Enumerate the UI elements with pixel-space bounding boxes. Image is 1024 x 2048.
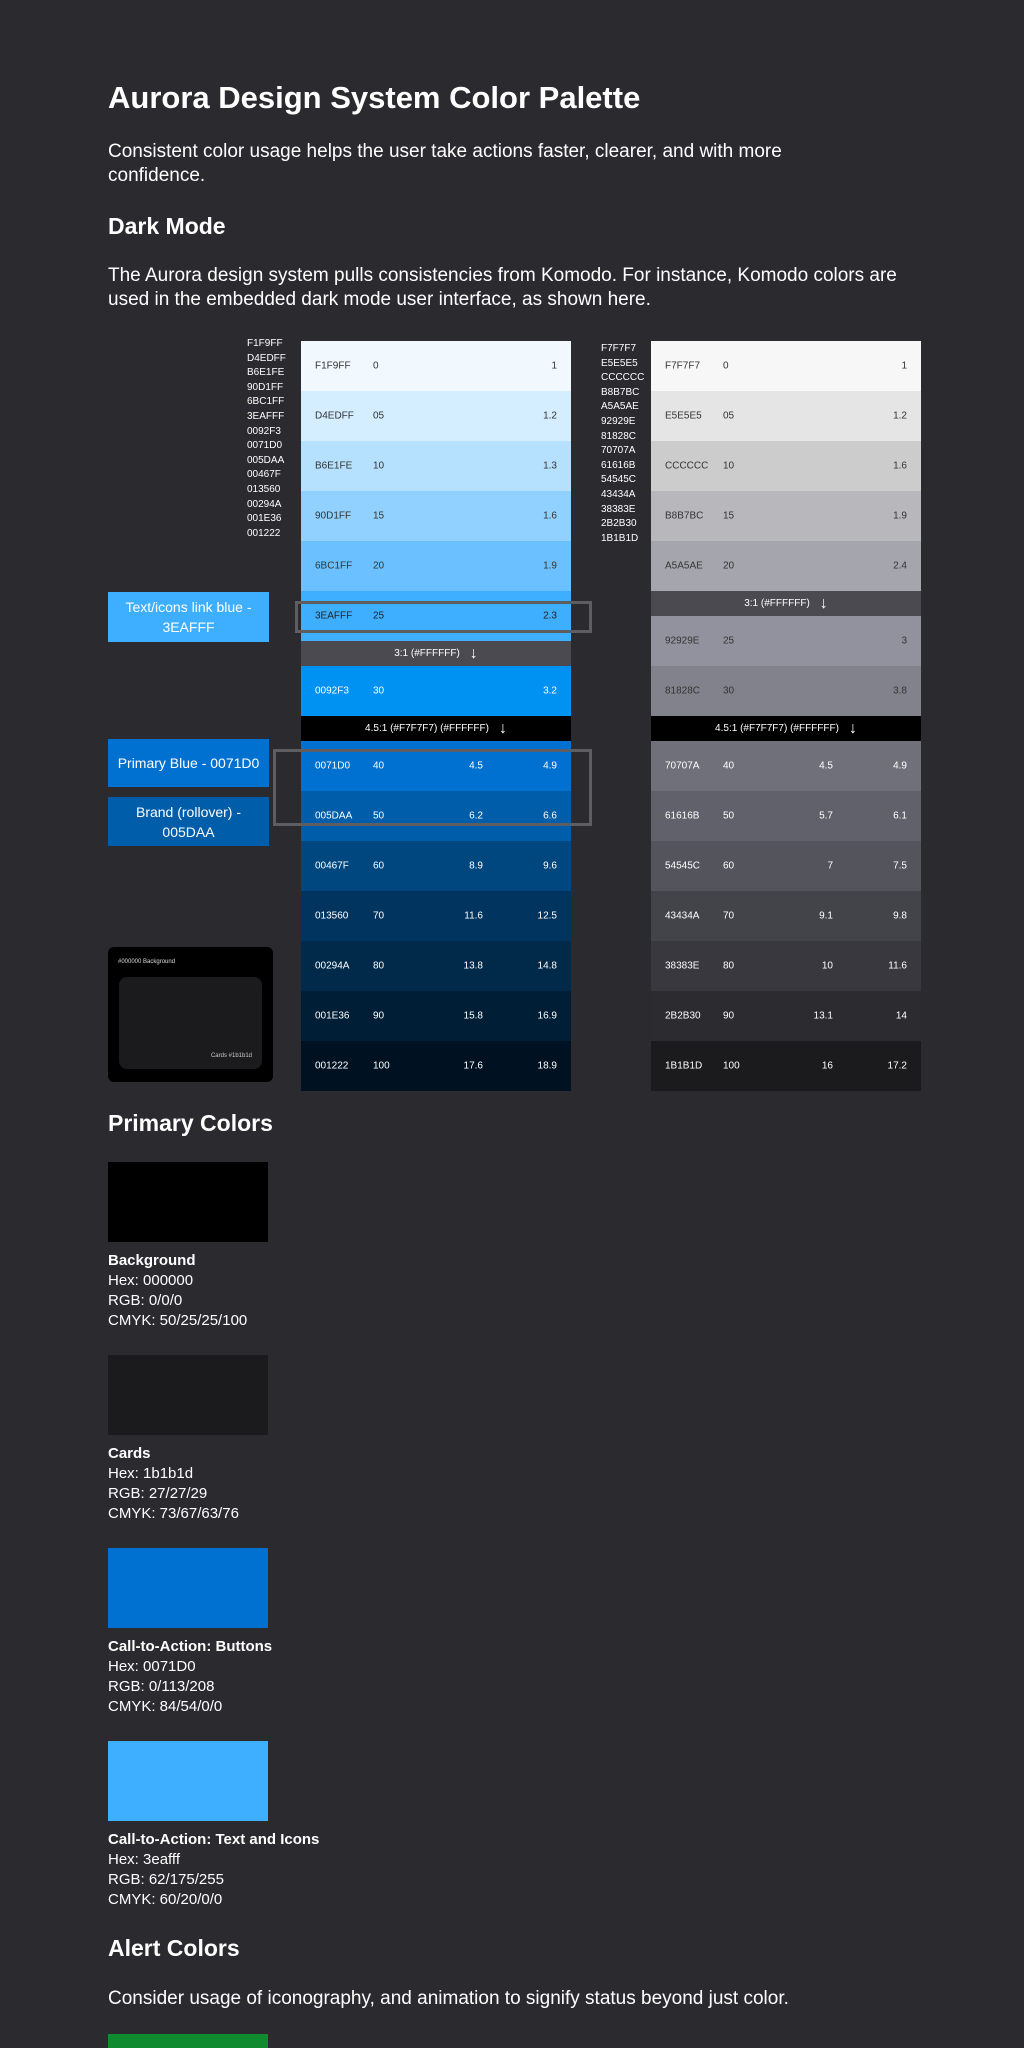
hex-code-label: A5A5AE xyxy=(601,401,639,413)
hex-code-label: 70707A xyxy=(601,445,636,457)
color-scale-row xyxy=(301,391,571,441)
row-hex: 6BC1FF xyxy=(315,560,353,572)
swatch-cmyk-value: CMYK: 60/20/0/0 xyxy=(108,1891,223,1908)
row-r1: 4.5 xyxy=(469,760,483,772)
hex-code-label: 001E36 xyxy=(247,513,282,525)
row-step: 20 xyxy=(373,560,385,572)
row-hex: 43434A xyxy=(665,910,700,922)
row-r2: 16.9 xyxy=(537,1010,557,1022)
color-scale-row xyxy=(651,441,921,491)
row-hex: B6E1FE xyxy=(315,460,353,472)
primary-colors-heading: Primary Colors xyxy=(108,1110,273,1136)
row-r2: 17.2 xyxy=(887,1060,907,1072)
row-hex: F7F7F7 xyxy=(665,360,701,372)
row-hex: 92929E xyxy=(665,635,700,647)
row-hex: 00467F xyxy=(315,860,349,872)
row-hex: B8B7BC xyxy=(665,510,704,522)
hex-code-label: 2B2B30 xyxy=(601,518,637,530)
row-r2: 18.9 xyxy=(537,1060,557,1072)
color-scale-row xyxy=(301,841,571,891)
hex-code-label: 00294A xyxy=(247,498,282,510)
row-hex: 005DAA xyxy=(315,810,353,822)
row-r2: 3 xyxy=(901,635,907,647)
divider-contrast-4-5-1 xyxy=(301,716,571,741)
divider-contrast-4-5-1 xyxy=(651,716,921,741)
color-scale-row xyxy=(651,991,921,1041)
arrow-down-icon: ↓ xyxy=(819,594,828,612)
color-scale-row xyxy=(651,341,921,391)
row-r2: 2.3 xyxy=(543,610,557,622)
row-step: 80 xyxy=(723,960,735,972)
hex-code-label: 001222 xyxy=(247,527,281,539)
color-scale-row xyxy=(301,666,571,716)
preview-bg-label: #000000 Background xyxy=(118,959,176,965)
color-scale-row xyxy=(301,491,571,541)
color-scale-row xyxy=(301,541,571,591)
row-hex: A5A5AE xyxy=(665,560,703,572)
row-r2: 14 xyxy=(895,1010,907,1022)
row-hex: 1B1B1D xyxy=(665,1060,703,1072)
hex-code-label: 81828C xyxy=(601,430,637,442)
row-step: 05 xyxy=(723,410,735,422)
row-r2: 1 xyxy=(551,360,557,372)
alert-colors-heading: Alert Colors xyxy=(108,1935,240,1961)
row-step: 0 xyxy=(373,360,379,372)
row-hex: 001E36 xyxy=(315,1010,350,1022)
row-step: 60 xyxy=(723,860,735,872)
color-scale-row xyxy=(651,791,921,841)
color-swatch-info xyxy=(108,1251,247,1331)
row-hex: 3EAFFF xyxy=(315,610,353,622)
row-step: 90 xyxy=(373,1010,385,1022)
row-step: 30 xyxy=(373,685,385,697)
row-hex: 61616B xyxy=(665,810,700,822)
hex-code-label: 0071D0 xyxy=(247,440,283,452)
row-step: 50 xyxy=(373,810,385,822)
row-r2: 1.9 xyxy=(893,510,907,522)
hex-code-label: D4EDFF xyxy=(247,352,286,364)
color-scale-row xyxy=(301,1041,571,1091)
contrast-ratio-label: 3:1 (#FFFFFF) xyxy=(744,598,810,609)
swatch-rgb-value: RGB: 62/175/255 xyxy=(108,1871,224,1888)
swatch-hex-value: Hex: 000000 xyxy=(108,1272,194,1289)
row-r2: 1.6 xyxy=(893,460,907,472)
row-r1: 16 xyxy=(821,1060,833,1072)
row-r2: 1.2 xyxy=(543,410,557,422)
alert-swatch-green xyxy=(108,2034,268,2048)
blue-code-list xyxy=(247,337,286,541)
hex-code-label: 61616B xyxy=(601,459,636,471)
hex-code-label: CCCCCC xyxy=(601,372,645,384)
row-r2: 4.9 xyxy=(893,760,907,772)
color-swatch xyxy=(108,1548,268,1628)
row-r1: 5.7 xyxy=(819,810,833,822)
hex-code-label: 90D1FF xyxy=(247,381,284,393)
color-scale-row xyxy=(651,891,921,941)
row-r2: 3.8 xyxy=(893,685,907,697)
row-step: 20 xyxy=(723,560,735,572)
hex-code-label: 0092F3 xyxy=(247,425,281,437)
row-step: 15 xyxy=(373,510,385,522)
color-scale-row xyxy=(301,341,571,391)
hex-code-label: 54545C xyxy=(601,474,637,486)
row-step: 15 xyxy=(723,510,735,522)
row-r1: 13.8 xyxy=(463,960,483,972)
preview-card xyxy=(119,977,262,1069)
swatch-rgb-value: RGB: 0/0/0 xyxy=(108,1292,183,1309)
swatch-rgb-value: RGB: 27/27/29 xyxy=(108,1485,208,1502)
contrast-ratio-label: 3:1 (#FFFFFF) xyxy=(394,648,460,659)
row-step: 25 xyxy=(723,635,735,647)
row-hex: 90D1FF xyxy=(315,510,352,522)
row-step: 30 xyxy=(723,685,735,697)
swatch-name: Call-to-Action: Buttons xyxy=(108,1638,273,1655)
color-scale-row xyxy=(651,841,921,891)
swatch-name: Background xyxy=(108,1252,196,1269)
row-r2: 9.8 xyxy=(893,910,907,922)
row-r1: 17.6 xyxy=(463,1060,483,1072)
color-swatch xyxy=(108,1162,268,1242)
row-hex: 70707A xyxy=(665,760,700,772)
row-r2: 3.2 xyxy=(543,685,557,697)
gray-code-list xyxy=(601,342,644,546)
row-hex: 0071D0 xyxy=(315,760,351,772)
row-step: 40 xyxy=(723,760,735,772)
arrow-down-icon: ↓ xyxy=(848,719,857,737)
alert-colors-text: Consider usage of iconography, and animation to signify status beyond just color. xyxy=(108,1988,789,2009)
label-link-blue: Text/icons link blue - 3EAFFF xyxy=(108,592,269,642)
row-hex: 0092F3 xyxy=(315,685,349,697)
row-r2: 2.4 xyxy=(893,560,907,572)
row-step: 05 xyxy=(373,410,385,422)
row-step: 80 xyxy=(373,960,385,972)
row-hex: 81828C xyxy=(665,685,701,697)
primary-brand-outline xyxy=(273,749,592,826)
row-r2: 1.2 xyxy=(893,410,907,422)
hex-code-label: 92929E xyxy=(601,415,636,427)
divider-contrast-3-1 xyxy=(651,591,921,616)
hex-code-label: 00467F xyxy=(247,469,281,481)
color-scale-row xyxy=(301,941,571,991)
page-title: Aurora Design System Color Palette xyxy=(108,80,641,115)
row-step: 50 xyxy=(723,810,735,822)
row-r2: 1.3 xyxy=(543,460,557,472)
label-brand-rollover: Brand (rollover) - 005DAA xyxy=(108,797,269,846)
row-r1: 11.6 xyxy=(464,910,483,922)
swatch-cmyk-value: CMYK: 84/54/0/0 xyxy=(108,1698,223,1715)
color-scale-row xyxy=(651,741,921,791)
row-step: 10 xyxy=(723,460,735,472)
row-r2: 14.8 xyxy=(537,960,557,972)
color-scale-row xyxy=(301,441,571,491)
intro-text: Consistent color usage helps the user take actions faster, clearer, and with more confidence. xyxy=(108,141,782,186)
color-swatch-info xyxy=(108,1637,272,1717)
row-r2: 6.6 xyxy=(543,810,557,822)
row-hex: CCCCCC xyxy=(665,460,709,472)
arrow-down-icon: ↓ xyxy=(498,719,507,737)
row-step: 40 xyxy=(373,760,385,772)
row-r1: 6.2 xyxy=(469,810,483,822)
row-step: 10 xyxy=(373,460,385,472)
dark-mode-text: The Aurora design system pulls consistencies from Komodo. For instance, Komodo colors are used in the embedded dark mode user interface, as shown here. xyxy=(108,265,897,310)
row-hex: 38383E xyxy=(665,960,700,972)
row-r2: 9.6 xyxy=(543,860,557,872)
swatch-hex-value: Hex: 1b1b1d xyxy=(108,1465,194,1482)
row-hex: 013560 xyxy=(315,910,349,922)
hex-code-label: E5E5E5 xyxy=(601,357,638,369)
row-step: 70 xyxy=(373,910,385,922)
row-r2: 1 xyxy=(901,360,907,372)
row-r1: 7 xyxy=(827,860,833,872)
row-hex: 2B2B30 xyxy=(665,1010,701,1022)
row-r2: 11.6 xyxy=(888,960,907,972)
hex-code-label: 1B1B1D xyxy=(601,532,639,544)
row-r2: 12.5 xyxy=(537,910,557,922)
row-r2: 4.9 xyxy=(543,760,557,772)
row-r1: 13.1 xyxy=(813,1010,833,1022)
arrow-down-icon: ↓ xyxy=(469,644,478,662)
row-r1: 4.5 xyxy=(819,760,833,772)
dark-mode-preview xyxy=(108,947,273,1082)
row-step: 100 xyxy=(723,1060,740,1072)
hex-code-label: 38383E xyxy=(601,503,636,515)
row-r1: 8.9 xyxy=(469,860,483,872)
hex-code-label: 43434A xyxy=(601,488,636,500)
row-step: 100 xyxy=(373,1060,390,1072)
color-scale-row xyxy=(651,666,921,716)
divider-contrast-3-1 xyxy=(301,641,571,666)
label-primary-blue: Primary Blue - 0071D0 xyxy=(108,739,269,787)
row-r1: 15.8 xyxy=(463,1010,483,1022)
row-hex: 00294A xyxy=(315,960,350,972)
row-step: 0 xyxy=(723,360,729,372)
dark-mode-heading: Dark Mode xyxy=(108,213,226,239)
row-r2: 6.1 xyxy=(893,810,907,822)
row-hex: F1F9FF xyxy=(315,360,351,372)
hex-code-label: 013560 xyxy=(247,483,281,495)
hex-code-label: B6E1FE xyxy=(247,367,285,379)
color-scale-row xyxy=(651,1041,921,1091)
color-scale-row xyxy=(301,991,571,1041)
hex-code-label: B8B7BC xyxy=(601,386,640,398)
color-scale-row xyxy=(651,616,921,666)
row-r1: 9.1 xyxy=(819,910,833,922)
color-swatch xyxy=(108,1741,268,1821)
hex-code-label: F7F7F7 xyxy=(601,343,637,354)
swatch-hex-value: Hex: 3eafff xyxy=(108,1851,180,1868)
hex-code-label: 005DAA xyxy=(247,454,285,466)
row-hex: 001222 xyxy=(315,1060,349,1072)
color-scale-row xyxy=(651,391,921,441)
gray-scale xyxy=(651,341,921,1091)
row-step: 70 xyxy=(723,910,735,922)
hex-code-label: F1F9FF xyxy=(247,338,283,349)
row-step: 25 xyxy=(373,610,385,622)
preview-card-label: Cards #1b1b1d xyxy=(210,1053,252,1059)
color-scale-row xyxy=(651,541,921,591)
blue-scale xyxy=(301,341,571,1091)
row-step: 90 xyxy=(723,1010,735,1022)
swatch-cmyk-value: CMYK: 73/67/63/76 xyxy=(108,1505,239,1522)
color-scale-row xyxy=(651,941,921,991)
color-swatch-info xyxy=(108,1444,239,1524)
hex-code-label: 3EAFFF xyxy=(247,410,285,422)
hex-code-label: 6BC1FF xyxy=(247,396,285,408)
row-r2: 7.5 xyxy=(893,860,907,872)
row-hex: 54545C xyxy=(665,860,701,872)
row-hex: E5E5E5 xyxy=(665,410,702,422)
row-hex: D4EDFF xyxy=(315,410,354,422)
swatch-cmyk-value: CMYK: 50/25/25/100 xyxy=(108,1312,248,1329)
contrast-ratio-label: 4.5:1 (#F7F7F7) (#FFFFFF) xyxy=(715,723,839,734)
color-scale-row xyxy=(301,891,571,941)
row-r2: 1.6 xyxy=(543,510,557,522)
row-r1: 10 xyxy=(821,960,833,972)
color-swatch xyxy=(108,1355,268,1435)
swatch-name: Cards xyxy=(108,1445,151,1462)
contrast-ratio-label: 4.5:1 (#F7F7F7) (#FFFFFF) xyxy=(365,723,489,734)
link-blue-outline xyxy=(295,601,592,633)
color-scale-row xyxy=(651,491,921,541)
row-r2: 1.9 xyxy=(543,560,557,572)
color-swatch-info xyxy=(108,1830,319,1910)
swatch-name: Call-to-Action: Text and Icons xyxy=(108,1831,320,1848)
swatch-rgb-value: RGB: 0/113/208 xyxy=(108,1678,215,1695)
row-step: 60 xyxy=(373,860,385,872)
swatch-hex-value: Hex: 0071D0 xyxy=(108,1658,196,1675)
